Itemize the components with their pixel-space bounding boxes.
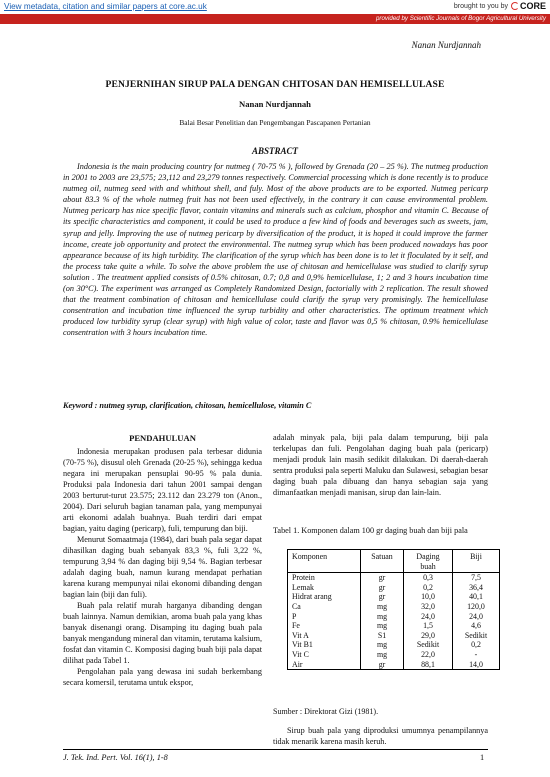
table-cell: 88,1 [404, 660, 453, 670]
table-row [288, 592, 500, 602]
table-cell: 10,0 [404, 592, 453, 602]
table-cell: Ca [288, 602, 361, 612]
table-row [288, 612, 500, 622]
table-caption: Tabel 1. Komponen dalam 100 gr daging buah dan biji pala [273, 526, 468, 535]
core-logo[interactable] [511, 1, 546, 11]
table-row [288, 631, 500, 641]
table-cell: Air [288, 660, 361, 670]
abstract-heading: ABSTRACT [251, 146, 298, 156]
table-cell: 0,3 [404, 573, 453, 583]
table-cell: 32,0 [404, 602, 453, 612]
table-cell: 24,0 [469, 611, 483, 621]
paragraph: adalah minyak pala, biji pala dalam tempurung, biji pala terkelupas dan fuli. Pengolahan daging buah pala (pericarp) menjadi produk lain masih sedikit dilakukan. Di daerah-daerah sentra produksi pala seperti Maluku dan Sulawesi, sebagian besar daging buah pala dibuang dan hanya sebagian saja yang dimanfaatkan menjadi manisan, sirup dan lain-lain. [273, 433, 488, 497]
table-header-cell: Daging buah [404, 550, 453, 573]
table-cell: Sedikit [404, 640, 453, 650]
table-row [288, 602, 500, 612]
table-row [288, 650, 500, 660]
table-cell: 22,0 [404, 650, 453, 660]
table-cell: gr [361, 660, 404, 670]
table-header-cell: Satuan [361, 550, 404, 573]
table-row [288, 621, 500, 631]
core-banner [0, 0, 550, 14]
page-number: 1 [480, 753, 485, 762]
keywords: Keyword : nutmeg syrup, clarification, chitosan, hemicellulose, vitamin C [63, 401, 312, 410]
table-cell: mg [361, 621, 404, 631]
table-cell: gr [361, 573, 404, 583]
left-column [63, 446, 262, 688]
table-row [288, 660, 500, 670]
table-cell: - [474, 649, 478, 659]
table-cell: mg [361, 612, 404, 622]
core-link-text[interactable]: View metadata, citation and similar papers at core.ac.uk [4, 2, 207, 11]
core-metadata-link[interactable] [4, 2, 207, 11]
table-cell: 0,2 [404, 583, 453, 593]
affiliation: Balai Besar Penelitian dan Pengembangan Pascapanen Pertanian [179, 118, 371, 127]
table-cell: Lemak [288, 583, 361, 593]
paragraph: Buah pala relatif murah harganya dibanding dengan buah lainnya. Namun demikian, aroma buah pala yang khas banyak disenangi orang. Disamping itu daging buah pala banyak mengandung mineral dan vitamin, terutama kalsium, fosfat dan vitamin C. Komposisi daging buah biji pala dapat dilihat pada Tabel 1. [63, 601, 262, 665]
table-cell: 40,1 [469, 592, 483, 602]
core-brought-by [454, 1, 546, 11]
table-cell: Sedikit [464, 630, 488, 640]
table-cell: P [288, 612, 361, 622]
table-cell: Vit B1 [288, 640, 361, 650]
paragraph: Menurut Somaatmaja (1984), dari buah pala segar dapat dihasilkan daging buah sebanyak 83,3 %, fuli 3,22 %, tempurung 3,94 % dan daging biji 9,54 %. Bagian terbesar adalah daging buah, namun kurang mendapat perhatian karena kurang mempunyai nilai ekonomi dibanding dengan bagian lain (biji dan fuli). [63, 535, 262, 599]
table-cell: Protein [288, 573, 361, 583]
paragraph: Sirup buah pala yang diproduksi umumnya penampilannya tidak menarik karena masih keruh. [273, 726, 488, 746]
table-cell: 24,0 [404, 612, 453, 622]
brought-by-text: brought to you by [453, 2, 508, 10]
core-icon [511, 2, 519, 10]
journal-citation: J. Tek. Ind. Pert. Vol. 16(1), 1-8 [63, 753, 168, 762]
table-cell: S1 [361, 631, 404, 641]
paragraph: Pengolahan pala yang dewasa ini sudah berkembang secara komersil, terutama untuk ekspor, [63, 667, 262, 687]
abstract-text: Indonesia is the main producing country for nutmeg ( 70-75 % ), followed by Grenada (20 – 25 %). The nutmeg production in 2001 to 2003 are 23,575; 23,112 and 23,279 tonnes respectively. Commercial processing which is done recently is to produce nutmeg oil, nutmeg seed with and whithout shell, and fuly. Most of the above products are to be exported. Nutmeg pericarp about 83.3 % of the whole nutmeg fruit has not been used effectively, in the contrary it can cause environmental problem. Nutmeg pericarp has nice specific flavor, contain vitamins and minerals such as calcium, phosphor and vitamin C. Because of its specific characteristics and component, it could be used to produce a few kind of foods and beverages such as sweets, jam, syrup and jelly. Improving the use of nutmeg pericarp by diversification of the product, it is hoped it could improve the farmer income, create job opportunity and protect the environmental. The nutmeg syrup which has been produced nowadays has poor appearance because of its high turbidity. The clarification of the syrup which has been done is to let it floculated by it self, and the process take quite a while. To solve the above problem the use of chitosan and hemicellulase was studied to clarify syrup solution . The treatment applied consists of 0.5% chitosan, 0.7; 0,8 and 0,9% hemicellulase, 1; 2 and 3 hours incubation time (on 30°C). The experiment was arranged as Completely Randomized Design, factorially with 2 replication. The result showed that the treatment combination of chitosan and hemicellulase could clarify the syrup very promisingly. The hemicellulase consentration and incubation time influenced the syrup turbidity and other characteristics. The optimum treatment which produced low turbidity syrup (clear syrup) with high value of color, taste and flavor was 0,5 % chitosan, 0.9% hemicellulase consentration with 3 hours incubation time. [63, 162, 488, 338]
core-logo-text: CORE [519, 1, 546, 11]
provider-bar[interactable] [0, 14, 550, 24]
paper-title: PENJERNIHAN SIRUP PALA DENGAN CHITOSAN DAN HEMISELLULASE [105, 79, 445, 90]
nutrition-table [287, 549, 500, 670]
table-row [288, 573, 500, 583]
running-head: Nanan Nurdjannah [411, 40, 481, 50]
section-heading: PENDAHULUAN [129, 433, 196, 443]
paragraph: Indonesia merupakan produsen pala terbesar didunia (70-75 %), disusul oleh Grenada (20-25 %), sehingga kedua negara ini merupakan pensuplai 90-95 % pala dunia. Produksi pala Indonesia dari tahun 2001 sampai dengan 2003 berturut-turut 23.575; 23.112 dan 23.279 ton (Anon., 2004). Dari seluruh bagian tanaman pala, yang mempunyai arti ekonomi adalah buahnya. Buah terdiri dari empat bagian, yaitu daging (pericarp), fuli, tempurung dan biji. [63, 447, 262, 533]
author-name: Nanan Nurdjannah [239, 99, 311, 109]
footer-divider [63, 749, 488, 750]
right-column [273, 432, 488, 498]
table-cell: mg [361, 640, 404, 650]
table-header-cell: Biji [453, 550, 500, 573]
table-cell: Vit A [288, 631, 361, 641]
table-cell: Hidrat arang [288, 592, 361, 602]
table-header-cell: Komponen [288, 550, 361, 573]
table-cell: mg [361, 602, 404, 612]
table-cell: 7,5 [471, 573, 481, 583]
table-cell: mg [361, 650, 404, 660]
table-cell: 14,0 [469, 659, 483, 669]
table-cell: 1,5 [404, 621, 453, 631]
table-cell: gr [361, 583, 404, 593]
table-cell: 36,4 [469, 582, 483, 592]
table-header-row [288, 550, 500, 573]
table-cell: 29,0 [404, 631, 453, 641]
table-cell: Fe [288, 621, 361, 631]
table-cell: gr [361, 592, 404, 602]
table-row [288, 640, 500, 650]
table-cell: Vit C [288, 650, 361, 660]
table-cell: 0,2 [471, 640, 481, 650]
provider-text[interactable]: provided by Scientific Journals of Bogor Agricultural University [375, 15, 546, 22]
table-cell: 4,6 [471, 621, 481, 631]
table-source: Sumber : Direktorat Gizi (1981). [273, 707, 379, 716]
table-row [288, 583, 500, 593]
table-cell: 120,0 [467, 601, 485, 611]
